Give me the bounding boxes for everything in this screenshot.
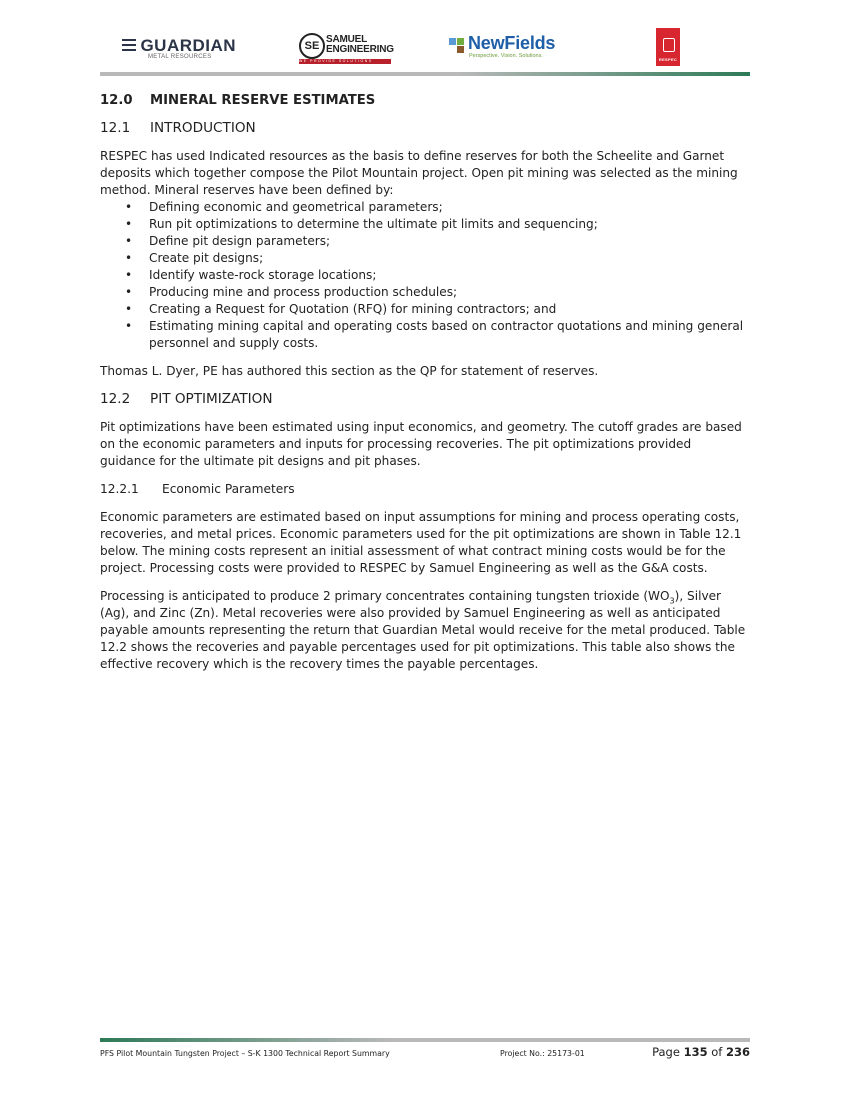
subsection-number: 12.2: [100, 391, 131, 407]
subsection-title: INTRODUCTION: [150, 120, 256, 136]
list-item: • Producing mine and process production schedules;: [149, 284, 750, 301]
reserve-steps-list: [100, 199, 750, 352]
intro-paragraph: RESPEC has used Indicated resources as the basis to define reserves for both the Scheelite and Garnet deposits which together compose the Pilot Mountain project. Open pit mining was selected as the mining method. Mineral reserves have been defined by:: [100, 149, 738, 197]
list-item: • Creating a Request for Quotation (RFQ) for mining contractors; and: [149, 301, 750, 318]
respec-name: RESPEC: [658, 57, 678, 62]
list-item: • Defining economic and geometrical parameters;: [149, 199, 750, 216]
section-title: MINERAL RESERVE ESTIMATES: [150, 93, 376, 108]
subsection-title: PIT OPTIMIZATION: [150, 391, 273, 407]
page-content: [100, 92, 750, 684]
subsubsection-heading-economic-parameters: [100, 481, 750, 498]
guardian-logo: [122, 36, 237, 60]
page-number: Page 135 of 236: [652, 1045, 750, 1059]
newfields-square-icon: [449, 38, 456, 45]
list-item: • Estimating mining capital and operating costs based on contractor quotations and mining general personnel and supply costs.: [149, 318, 750, 352]
guardian-mark-icon: [122, 39, 136, 54]
guardian-subtitle: METAL RESOURCES: [148, 54, 212, 60]
subsubsection-title: Economic Parameters: [162, 482, 295, 496]
newfields-name: NewFields: [468, 33, 556, 53]
list-item: • Run pit optimizations to determine the ultimate pit limits and sequencing;: [149, 216, 750, 233]
subsubsection-number: 12.2.1: [100, 482, 139, 496]
list-item: • Create pit designs;: [149, 250, 750, 267]
samuel-badge-icon: SE: [299, 33, 325, 59]
list-item: • Define pit design parameters;: [149, 233, 750, 250]
page-header: [100, 28, 750, 72]
samuel-name-line1: SAMUEL: [326, 34, 368, 45]
guardian-name: GUARDIAN: [140, 36, 237, 55]
header-rule: [100, 72, 750, 76]
subsection-number: 12.1: [100, 120, 131, 136]
section-heading: [100, 92, 750, 109]
newfields-subtitle: Perspective. Vision. Solutions.: [469, 53, 543, 59]
respec-logo: [656, 28, 680, 66]
pit-paragraph: Pit optimizations have been estimated using input economics, and geometry. The cutoff grades are based on the economic parameters and inputs for processing recoveries. The pit optimizations provided guidance for the ultimate pit designs and pit phases.: [100, 420, 742, 468]
samuel-engineering-logo: [299, 33, 394, 63]
subsection-heading-introduction: [100, 120, 750, 137]
author-statement: Thomas L. Dyer, PE has authored this section as the QP for statement of reserves.: [100, 364, 599, 378]
newfields-square-icon: [457, 38, 464, 45]
project-number: Project No.: 25173-01: [500, 1049, 585, 1058]
samuel-tagline: WE PROVIDE SOLUTIONS: [299, 59, 391, 64]
footer-rule: [100, 1038, 750, 1042]
samuel-name-line2: ENGINEERING: [326, 44, 394, 55]
processing-paragraph: Processing is anticipated to produce 2 primary concentrates containing tungsten trioxide $(WO_3)$, Silver (Ag), and Zinc (Zn). Metal recoveries were also provided by Samuel Engineering as well as anticipated payable amounts representing the return that Guardian Metal would receive for the metal produced. Table 12.2 shows the recoveries and payable percentages used for pit optimizations. This table also shows the effective recovery which is the recovery times the payable percentages.: [100, 589, 746, 671]
section-number: 12.0: [100, 93, 133, 108]
economic-paragraph: Economic parameters are estimated based on input assumptions for mining and process operating costs, recoveries, and metal prices. Economic parameters used for the pit optimizations are shown in Table 12.1 below. The mining costs represent an initial assessment of what contract mining costs would be for the project. Processing costs were provided to RESPEC by Samuel Engineering as well as the G&A costs.: [100, 510, 742, 575]
subsection-heading-pit-optimization: [100, 391, 750, 408]
list-item: • Identify waste-rock storage locations;: [149, 267, 750, 284]
respec-mark-icon: [663, 38, 675, 52]
report-title: PFS Pilot Mountain Tungsten Project – S-K 1300 Technical Report Summary: [100, 1049, 390, 1058]
newfields-square-icon: [457, 46, 464, 53]
